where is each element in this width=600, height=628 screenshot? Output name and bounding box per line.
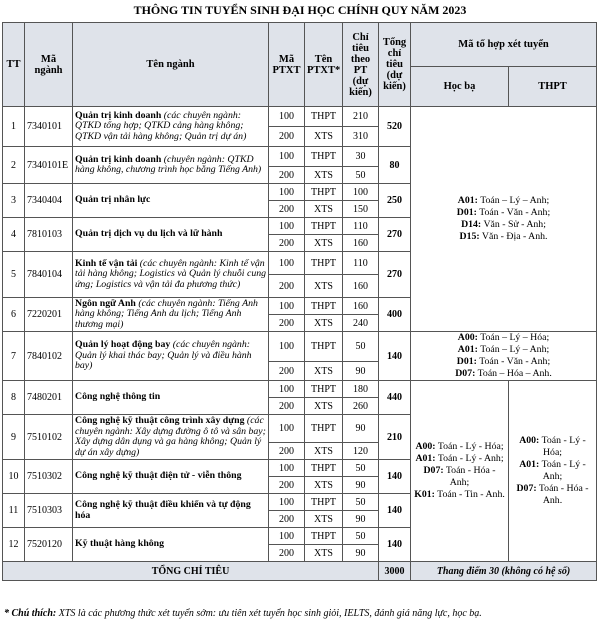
footnote [4,608,596,620]
cell-ma-ptxt: 100 [269,147,305,167]
cell-tong-chi-tieu: 270 [379,218,411,252]
cell-chi-tieu: 90 [343,511,379,528]
combo-line [413,207,594,219]
cell-tt: 2 [3,147,25,184]
cell-ma-ptxt: 100 [269,298,305,315]
cell-ma-ptxt: 100 [269,460,305,477]
header-ten-nganh: Tên ngành [73,23,269,107]
cell-tt: 9 [3,415,25,460]
combo-line [413,465,506,489]
cell-tong-chi-tieu: 210 [379,415,411,460]
combo-text: Toán – Lý – Hóa; [477,332,550,343]
major-name: Quản trị dịch vụ du lịch và lữ hành [75,228,223,240]
cell-tong-chi-tieu: 400 [379,298,411,332]
cell-chi-tieu: 50 [343,460,379,477]
cell-chi-tieu: 180 [343,381,379,398]
combo-line [511,435,594,459]
admission-table [2,22,597,581]
combo-text: Toán - Lý - Anh; [539,459,586,482]
combo-text: Toán – Lý – Anh; [477,195,550,206]
header-ma-ptxt: Mã PTXT [269,23,305,107]
combo-code: A00: [519,435,540,446]
header-ma-to-hop: Mã tổ hợp xét tuyển [411,23,597,67]
combo-line [413,453,506,465]
header-chi-tieu-pt: Chỉ tiêu theo PT (dự kiến) [343,23,379,107]
cell-ma-ptxt: 100 [269,381,305,398]
cell-ten-nganh [73,460,269,494]
cell-tt: 8 [3,381,25,415]
cell-chi-tieu: 110 [343,252,379,275]
cell-chi-tieu: 90 [343,415,379,443]
table-header [3,23,597,107]
header-ma-nganh: Mã ngành [25,23,73,107]
cell-ten-nganh [73,332,269,381]
combo-text: Toán - Văn - Anh; [476,207,551,218]
combo-group2 [411,332,597,381]
cell-ma-ptxt: 200 [269,443,305,460]
cell-chi-tieu: 160 [343,235,379,252]
cell-ma-ptxt: 200 [269,362,305,381]
combo-text: Văn - Địa - Anh. [479,231,548,242]
grand-total: 3000 [379,562,411,581]
combo-code: D07: [423,465,444,476]
combo-text: Văn - Sử - Anh; [481,219,546,230]
cell-chi-tieu: 90 [343,545,379,562]
footnote-lead: * Chú thích: [4,608,57,619]
cell-tt: 7 [3,332,25,381]
cell-chi-tieu: 50 [343,528,379,545]
cell-ma-nganh: 7840102 [25,332,73,381]
cell-ten-ptxt: XTS [305,398,343,415]
major-detail: (chuyên ngành: QTKD hàng không, chương trình học bằng Tiếng Anh) [75,153,262,175]
combo-code: A01: [415,453,436,464]
page-title: THÔNG TIN TUYỂN SINH ĐẠI HỌC CHÍNH QUY NĂM 2023 [133,3,467,17]
combo-group1 [411,107,597,332]
cell-chi-tieu: 90 [343,477,379,494]
combo-line [511,459,594,483]
cell-ma-ptxt: 100 [269,252,305,275]
combo-code: A00: [457,332,478,343]
cell-chi-tieu: 160 [343,298,379,315]
combo-code: K01: [414,489,435,500]
combo-text: Toán - Lý - Hóa; [539,435,586,458]
cell-chi-tieu: 160 [343,275,379,298]
combo-line [413,195,594,207]
cell-ma-nganh: 7840104 [25,252,73,298]
cell-ma-nganh: 7340101 [25,107,73,147]
cell-ten-ptxt: THPT [305,460,343,477]
combo-thpt-group3 [509,381,597,562]
cell-ma-ptxt: 200 [269,201,305,218]
cell-ma-ptxt: 200 [269,477,305,494]
cell-ma-ptxt: 100 [269,184,305,201]
table-body [3,107,597,581]
total-row [3,562,597,581]
major-name: Công nghệ kỹ thuật điện tử - viễn thông [75,470,242,482]
cell-tong-chi-tieu: 520 [379,107,411,147]
cell-ma-ptxt: 100 [269,332,305,362]
cell-tong-chi-tieu: 140 [379,528,411,562]
cell-chi-tieu: 260 [343,398,379,415]
cell-tt: 11 [3,494,25,528]
cell-ten-nganh [73,218,269,252]
cell-ten-ptxt: XTS [305,201,343,218]
combo-code: A00: [415,441,436,452]
combo-code: D07: [455,368,476,379]
cell-ten-nganh [73,415,269,460]
cell-ma-nganh: 7510102 [25,415,73,460]
combo-line [413,332,594,344]
cell-ten-ptxt: THPT [305,107,343,127]
cell-tt: 5 [3,252,25,298]
cell-ten-nganh [73,494,269,528]
major-name: Quản trị kinh doanh [75,109,162,121]
combo-code: D01: [456,207,477,218]
cell-ma-nganh: 7810103 [25,218,73,252]
cell-ma-ptxt: 100 [269,218,305,235]
major-detail: (các chuyên ngành: Quản lý khai thác bay; Quản lý và điều hành bay) [75,339,252,372]
major-name: Quản trị kinh doanh [75,153,162,165]
cell-ten-ptxt: THPT [305,415,343,443]
cell-ten-ptxt: XTS [305,511,343,528]
combo-line [413,489,506,501]
combo-line [413,344,594,356]
cell-tong-chi-tieu: 140 [379,460,411,494]
combo-line [413,231,594,243]
combo-code: D07: [516,483,537,494]
cell-ma-ptxt: 100 [269,494,305,511]
cell-ten-nganh [73,147,269,184]
cell-tong-chi-tieu: 80 [379,147,411,184]
cell-tong-chi-tieu: 250 [379,184,411,218]
header-hoc-ba: Học bạ [411,67,509,107]
cell-ten-nganh [73,298,269,332]
cell-ma-nganh: 7520120 [25,528,73,562]
cell-tt: 4 [3,218,25,252]
combo-text: Toán - Lý - Hóa; [435,441,504,452]
cell-ma-ptxt: 200 [269,315,305,332]
combo-code: A01: [519,459,540,470]
cell-ma-ptxt: 100 [269,107,305,127]
cell-chi-tieu: 50 [343,167,379,184]
major-name: Công nghệ kỹ thuật điều khiển và tự động hóa [75,499,251,521]
header-thpt: THPT [509,67,597,107]
combo-text: Toán - Lý - Anh; [435,453,504,464]
cell-ma-ptxt: 100 [269,528,305,545]
cell-ma-nganh: 7220201 [25,298,73,332]
cell-ten-ptxt: THPT [305,252,343,275]
major-detail: (các chuyên ngành: Kinh tế vận tải hàng không; Logistics và Quản lý chuỗi cung ứng; Logistics và vận tải đa phương thức) [75,257,267,290]
cell-chi-tieu: 90 [343,362,379,381]
table-row [3,381,597,398]
cell-ten-ptxt: THPT [305,184,343,201]
combo-text: Toán - Hóa - Anh. [536,483,589,506]
cell-ten-ptxt: THPT [305,332,343,362]
cell-ten-ptxt: THPT [305,494,343,511]
cell-ma-ptxt: 100 [269,415,305,443]
cell-ten-ptxt: THPT [305,381,343,398]
major-name: Quản lý hoạt động bay [75,339,171,351]
header-tt: TT [3,23,25,107]
table-row [3,107,597,127]
cell-ma-nganh: 7480201 [25,381,73,415]
combo-code: A01: [457,344,478,355]
cell-ma-nganh: 7340101E [25,147,73,184]
cell-chi-tieu: 110 [343,218,379,235]
cell-ma-ptxt: 200 [269,275,305,298]
cell-tong-chi-tieu: 140 [379,494,411,528]
major-name: Quản trị nhân lực [75,194,151,206]
major-name: Ngôn ngữ Anh [75,297,136,309]
major-name: Kinh tế vận tải [75,257,138,269]
cell-chi-tieu: 240 [343,315,379,332]
footnote-text: XTS là các phương thức xét tuyển sớm: ưu tiên xét tuyển học sinh giỏi, IELTS, đánh giá năng lực, học bạ. [56,608,482,619]
major-name: Kỹ thuật hàng không [75,538,165,550]
combo-line [413,356,594,368]
cell-tt: 1 [3,107,25,147]
combo-text: Toán - Hóa - Anh; [443,465,496,488]
header-tong-chi-tieu: Tổng chỉ tiêu (dự kiến) [379,23,411,107]
cell-ten-ptxt: XTS [305,315,343,332]
combo-code: A01: [457,195,478,206]
cell-ma-ptxt: 200 [269,167,305,184]
cell-tong-chi-tieu: 270 [379,252,411,298]
table-row [3,332,597,362]
cell-ten-ptxt: XTS [305,545,343,562]
major-name: Công nghệ kỹ thuật công trình xây dựng [75,415,245,426]
header-ten-ptxt: Tên PTXT* [305,23,343,107]
cell-ten-ptxt: XTS [305,235,343,252]
combo-line [413,368,594,380]
cell-ten-ptxt: THPT [305,528,343,545]
combo-code: D15: [459,231,480,242]
cell-chi-tieu: 50 [343,332,379,362]
combo-line [413,441,506,453]
cell-ten-ptxt: XTS [305,127,343,147]
score-scale: Thang điểm 30 (không có hệ số) [411,562,597,581]
cell-chi-tieu: 50 [343,494,379,511]
total-label: TỔNG CHỈ TIÊU [3,562,379,581]
cell-ten-ptxt: XTS [305,275,343,298]
cell-ma-ptxt: 200 [269,127,305,147]
cell-ten-ptxt: THPT [305,147,343,167]
cell-ten-nganh [73,107,269,147]
cell-ma-nganh: 7510302 [25,460,73,494]
combo-line [511,483,594,507]
cell-chi-tieu: 150 [343,201,379,218]
cell-ma-ptxt: 200 [269,235,305,252]
cell-chi-tieu: 100 [343,184,379,201]
major-detail: (các chuyên ngành: Xây dựng đường ô tô và sân bay; Xây dựng dân dụng và ga hàng không; Quản lý dự án xây dựng) [75,415,266,458]
combo-code: D14: [461,219,482,230]
cell-ma-nganh: 7340404 [25,184,73,218]
cell-ten-nganh [73,381,269,415]
cell-tt: 10 [3,460,25,494]
cell-ten-ptxt: XTS [305,167,343,184]
cell-tt: 12 [3,528,25,562]
cell-ten-ptxt: XTS [305,362,343,381]
cell-ten-nganh [73,528,269,562]
combo-text: Toán - Văn - Anh; [476,356,551,367]
cell-ten-ptxt: THPT [305,218,343,235]
cell-chi-tieu: 310 [343,127,379,147]
cell-chi-tieu: 210 [343,107,379,127]
cell-ma-ptxt: 200 [269,511,305,528]
cell-tong-chi-tieu: 140 [379,332,411,381]
combo-code: D01: [456,356,477,367]
combo-text: Toán – Hóa – Anh. [475,368,552,379]
cell-tong-chi-tieu: 440 [379,381,411,415]
cell-ma-ptxt: 200 [269,398,305,415]
major-detail: (các chuyên ngành: QTKD tổng hợp; QTKD cảng hàng không; QTKD vận tải hàng không; Quản trị dự án) [75,109,247,142]
cell-chi-tieu: 120 [343,443,379,460]
cell-ten-nganh [73,252,269,298]
combo-hoc-ba-group3 [411,381,509,562]
cell-ten-ptxt: XTS [305,443,343,460]
cell-ma-ptxt: 200 [269,545,305,562]
cell-ten-nganh [73,184,269,218]
cell-ten-ptxt: XTS [305,477,343,494]
cell-ten-ptxt: THPT [305,298,343,315]
cell-chi-tieu: 30 [343,147,379,167]
cell-tt: 6 [3,298,25,332]
combo-line [413,219,594,231]
cell-ma-nganh: 7510303 [25,494,73,528]
combo-text: Toán – Lý – Anh; [477,344,550,355]
major-detail: (các chuyên ngành: Tiếng Anh hàng không; Tiếng Anh du lịch; Tiếng Anh thương mại) [75,297,258,330]
combo-text: Toán - Tin - Anh. [434,489,505,500]
cell-tt: 3 [3,184,25,218]
major-name: Công nghệ thông tin [75,391,161,403]
